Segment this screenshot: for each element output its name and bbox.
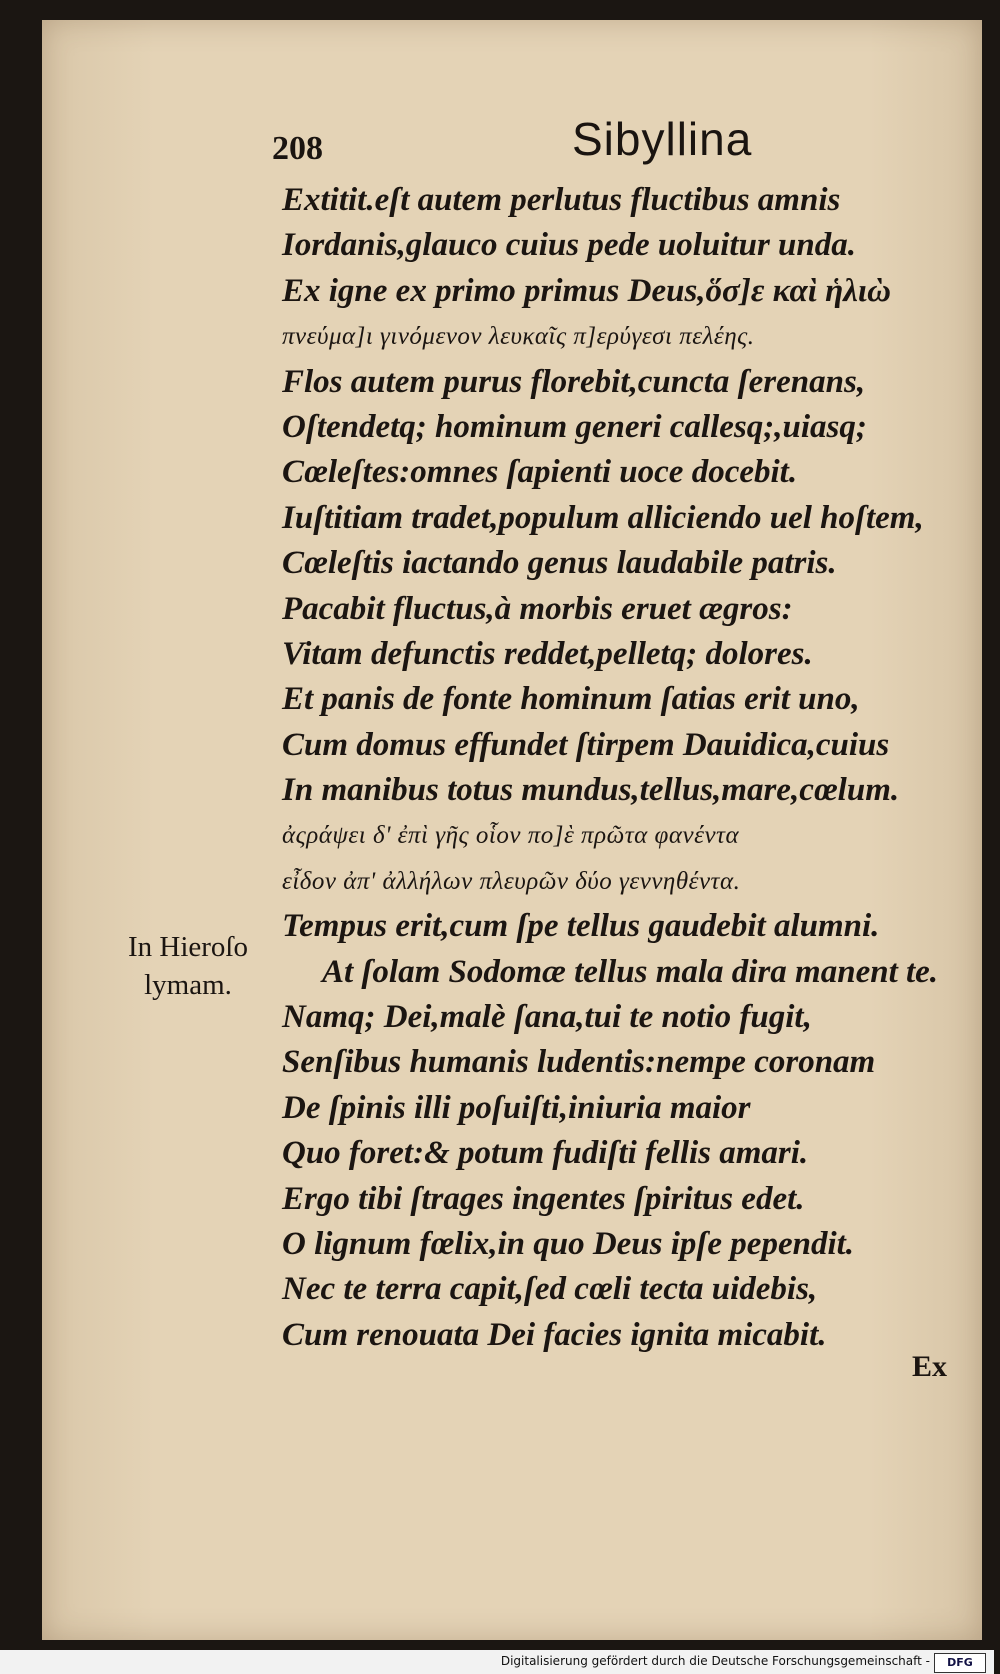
text-line: Quo foret:& potum fudiſti fellis amari. [282, 1135, 809, 1172]
text-line: Et panis de fonte hominum ſatias erit uno, [282, 681, 860, 718]
page-header [272, 112, 962, 168]
text-line: Cum renouata Dei facies ignita micabit. [282, 1316, 827, 1353]
text-line: Iuſtitiam tradet,populum alliciendo uel hoſtem, [282, 499, 924, 536]
text-line: Vitam defunctis reddet,pelletq; dolores. [282, 635, 813, 672]
greek-line: ἀςράψει δ' ἐπὶ γῆς οἷον πο]ὲ πρῶτα φανέντα [282, 822, 740, 850]
text-line: O lignum fœlix,in quo Deus ipſe pependit. [282, 1225, 855, 1262]
greek-line: πνεύμα]ι γινόμενον λευκαῖς π]ερύγεσι πελέης. [282, 323, 755, 351]
text-line: Extitit.eſt autem perlutus fluctibus amnis [282, 182, 841, 218]
text-line: In manibus totus mundus,tellus,mare,cœlum. [282, 772, 900, 809]
footer-credit: Digitalisierung gefördert durch die Deutsche Forschungsgemeinschaft - [500, 1654, 930, 1668]
dfg-logo-icon: DFG [934, 1653, 986, 1673]
marginal-note-line: lymam. [144, 969, 232, 1001]
text-line: Pacabit fluctus,à morbis eruet ægros: [282, 590, 793, 627]
text-line: Oſtendetq; hominum generi callesq;,uiasq; [282, 408, 867, 445]
page-number: 208 [272, 130, 323, 167]
text-line: Senſibus humanis ludentis:nempe coronam [282, 1044, 876, 1081]
text-line: Namq; Dei,malè ſana,tui te notio fugit, [282, 999, 812, 1036]
verse-text [282, 178, 962, 1358]
text-line: Cœleſtis iactando genus laudabile patris. [282, 545, 837, 582]
text-line: Nec te terra capit,ſed cœli tecta uidebis, [282, 1271, 818, 1308]
text-line: Cum domus effundet ſtirpem Dauidica,cuius [282, 726, 890, 763]
catchword: Ex [912, 1350, 948, 1383]
digitization-footer [0, 1650, 994, 1674]
text-line: Cœleſtes:omnes ſapienti uoce docebit. [282, 454, 798, 491]
text-line: Iordanis,glauco cuius pede uoluitur unda. [282, 227, 856, 264]
text-line: Ex igne ex primo primus Deus,ὅσ]ε καὶ ἡλιὼ [282, 272, 891, 309]
marginal-note [108, 928, 268, 1004]
text-line: De ſpinis illi poſuiſti,iniuria maior [282, 1089, 751, 1126]
greek-line: εἶδον ἀπ' ἀλλήλων πλευρῶν δύο γεννηθέντα. [282, 867, 741, 895]
text-line: Ergo tibi ſtrages ingentes ſpiritus edet. [282, 1180, 805, 1217]
text-line: At ſolam Sodomæ tellus mala dira manent te. [322, 953, 939, 990]
text-line: Tempus erit,cum ſpe tellus gaudebit alumni. [282, 908, 880, 945]
text-line: Flos autem purus florebit,cuncta ſerenans, [282, 363, 866, 400]
marginal-note-line: In Hieroſo [128, 931, 248, 963]
running-title: Sibyllina [572, 113, 753, 165]
